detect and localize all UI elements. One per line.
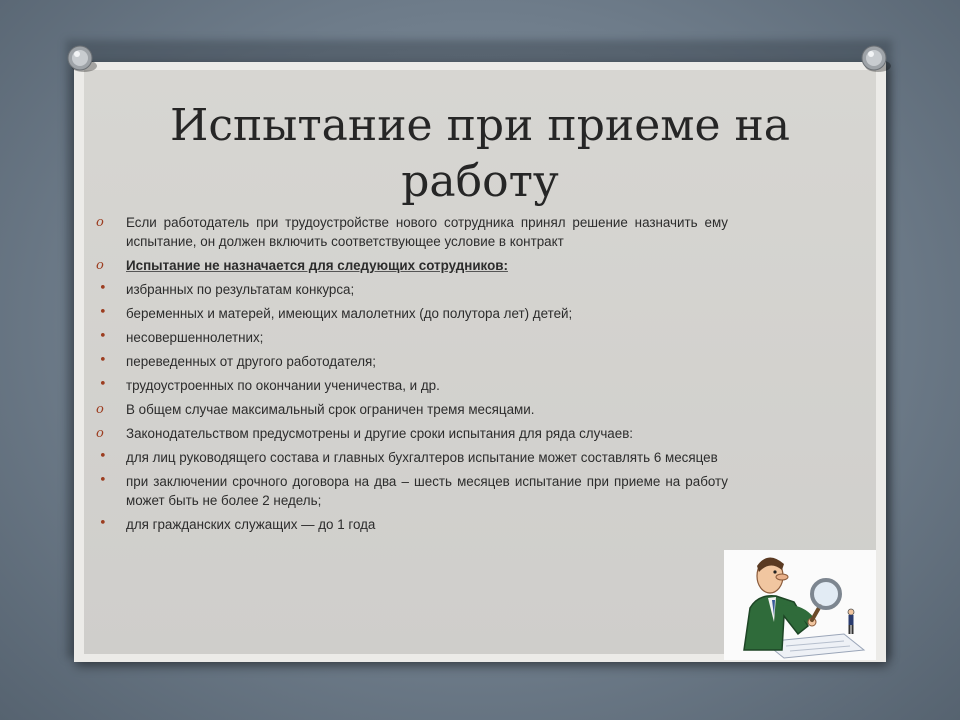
list-item-text: В общем случае максимальный срок ограничен тремя месяцами. <box>126 402 535 417</box>
bullet-marker: • <box>99 305 107 320</box>
list-item-bullet <box>96 352 728 371</box>
bullet-marker: • <box>99 353 107 368</box>
list-item-text: несовершеннолетних; <box>126 330 264 345</box>
list-item-bullet <box>96 328 728 347</box>
bullet-marker: • <box>99 377 107 392</box>
inspector-with-magnifier-icon <box>724 550 876 660</box>
bullet-marker: • <box>99 516 107 531</box>
list-item-main <box>96 256 728 275</box>
list-item-main <box>96 400 728 419</box>
list-item-bullet <box>96 304 728 323</box>
pushpin-icon <box>856 40 896 80</box>
list-item-bullet <box>96 280 728 299</box>
list-item-text: для гражданских служащих — до 1 года <box>126 517 376 532</box>
list-item-bullet <box>96 472 728 510</box>
bullet-marker: • <box>99 281 107 296</box>
slide-content <box>96 213 728 539</box>
list-item-bullet <box>96 515 728 534</box>
title-line-2: работу <box>401 156 559 207</box>
bullet-marker: • <box>99 329 107 344</box>
pushpin-icon <box>62 40 102 80</box>
list-item-text: Законодательством предусмотрены и другие сроки испытания для ряда случаев: <box>126 426 634 441</box>
bullet-marker: • <box>99 449 107 464</box>
illustration-panel <box>724 550 876 660</box>
list-item-text: трудоустроенных по окончании ученичества, и др. <box>126 378 440 393</box>
list-item-main <box>96 424 728 443</box>
list-item-text: для лиц руководящего состава и главных бухгалтеров испытание может составлять 6 месяцев <box>126 450 718 465</box>
bullet-marker: • <box>99 473 107 488</box>
list-marker: o <box>96 215 104 230</box>
list-item-main <box>96 213 728 251</box>
list-item-bullet <box>96 376 728 395</box>
list-item-text: беременных и матерей, имеющих малолетних (до полутора лет) детей; <box>126 306 573 321</box>
list-item-text: Если работодатель при трудоустройстве нового сотрудника принял решение назначить ему испытание, он должен включить соответствующее условие в контракт <box>126 215 728 249</box>
list-item-text: при заключении срочного договора на два – шесть месяцев испытание при приеме на работу может быть не более 2 недель; <box>126 474 728 508</box>
title-line-1: Испытание при приеме на <box>169 100 791 151</box>
slide-title <box>150 98 810 210</box>
list-item-text: избранных по результатам конкурса; <box>126 282 355 297</box>
list-item-text: Испытание не назначается для следующих сотрудников: <box>126 258 508 273</box>
list-item-bullet <box>96 448 728 467</box>
list-item-text: переведенных от другого работодателя; <box>126 354 376 369</box>
list-marker: o <box>96 426 104 441</box>
list-marker: o <box>96 402 104 417</box>
list-marker: o <box>96 258 104 273</box>
